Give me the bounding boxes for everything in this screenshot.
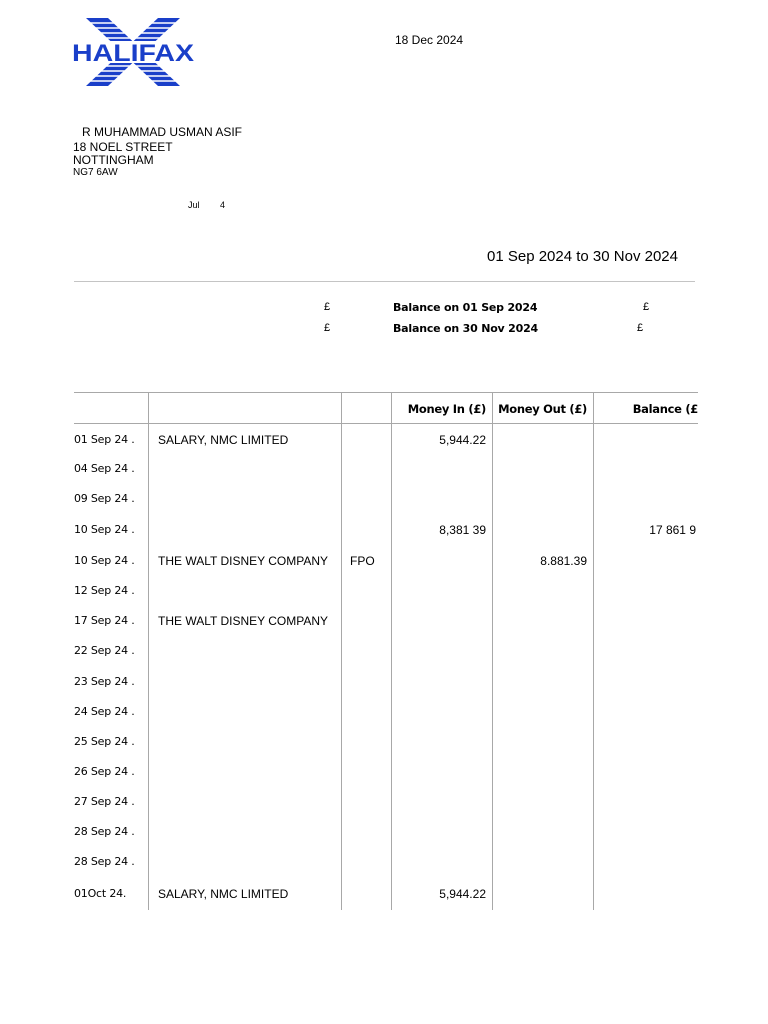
closing-currency: £ <box>324 322 331 334</box>
description-cell: THE WALT DISNEY COMPANY <box>158 614 329 628</box>
table-row <box>74 735 698 751</box>
date-cell: 01 Sep 24 . <box>74 433 135 446</box>
date-cell: 26 Sep 24 . <box>74 765 135 778</box>
table-row <box>74 795 698 811</box>
table-row <box>74 675 698 691</box>
opening-currency: £ <box>324 301 331 313</box>
money-in-cell: 5,944.22 <box>439 887 486 901</box>
table-row <box>74 887 698 903</box>
month-label: Jul <box>188 200 200 210</box>
money-in-header: Money In (£) <box>407 402 486 416</box>
balance-cell: 17 861 9 <box>649 523 696 537</box>
transactions-table <box>74 392 698 912</box>
date-cell: 01Oct 24. <box>74 887 127 900</box>
halifax-wordmark: HALIFAX <box>72 40 194 67</box>
table-row <box>74 554 698 570</box>
date-cell: 10 Sep 24 . <box>74 523 135 536</box>
money-in-cell: 8,381 39 <box>439 523 486 537</box>
table-row <box>74 825 698 841</box>
customer-name: R MUHAMMAD USMAN ASIF <box>82 125 243 139</box>
date-cell: 27 Sep 24 . <box>74 795 135 808</box>
divider <box>74 281 695 282</box>
opening-balance-label: Balance on 01 Sep 2024 <box>393 301 538 314</box>
statement-date: 18 Dec 2024 <box>395 33 464 47</box>
postcode: NG7 6AW <box>73 167 118 178</box>
number-label: 4 <box>220 200 226 210</box>
date-cell: 10 Sep 24 . <box>74 554 135 567</box>
date-cell: 12 Sep 24 . <box>74 584 135 597</box>
opening-balance-currency: £ <box>643 301 650 313</box>
table-row <box>74 523 698 539</box>
address-line-2: NOTTINGHAM <box>73 153 154 167</box>
date-cell: 04 Sep 24 . <box>74 462 135 475</box>
description-cell: SALARY, NMC LIMITED <box>158 887 289 901</box>
balance-header: Balance (£ <box>632 402 698 416</box>
money-in-cell: 5,944.22 <box>439 433 486 447</box>
table-row <box>74 492 698 508</box>
table-row <box>74 644 698 660</box>
address-line-1: 18 NOEL STREET <box>73 140 173 154</box>
closing-balance-label: Balance on 30 Nov 2024 <box>393 322 538 335</box>
date-cell: 28 Sep 24 . <box>74 825 135 838</box>
money-out-header: Money Out (£) <box>498 402 587 416</box>
description-cell: THE WALT DISNEY COMPANY <box>158 554 329 568</box>
description-cell: SALARY, NMC LIMITED <box>158 433 289 447</box>
date-cell: 23 Sep 24 . <box>74 675 135 688</box>
table-row <box>74 433 698 449</box>
money-out-cell: 8.881.39 <box>540 554 587 568</box>
halifax-logo <box>70 18 196 86</box>
table-row <box>74 705 698 721</box>
table-row <box>74 855 698 871</box>
date-cell: 25 Sep 24 . <box>74 735 135 748</box>
date-cell: 22 Sep 24 . <box>74 644 135 657</box>
table-row <box>74 614 698 630</box>
table-row <box>74 584 698 600</box>
table-header-rule <box>74 423 698 424</box>
closing-balance-currency: £ <box>637 322 644 334</box>
type-cell: FPO <box>350 554 375 568</box>
date-cell: 17 Sep 24 . <box>74 614 135 627</box>
statement-period: 01 Sep 2024 to 30 Nov 2024 <box>487 248 678 265</box>
date-cell: 09 Sep 24 . <box>74 492 135 505</box>
date-cell: 28 Sep 24 . <box>74 855 135 868</box>
date-cell: 24 Sep 24 . <box>74 705 135 718</box>
table-row <box>74 462 698 478</box>
table-row <box>74 765 698 781</box>
table-top-rule <box>74 392 698 393</box>
